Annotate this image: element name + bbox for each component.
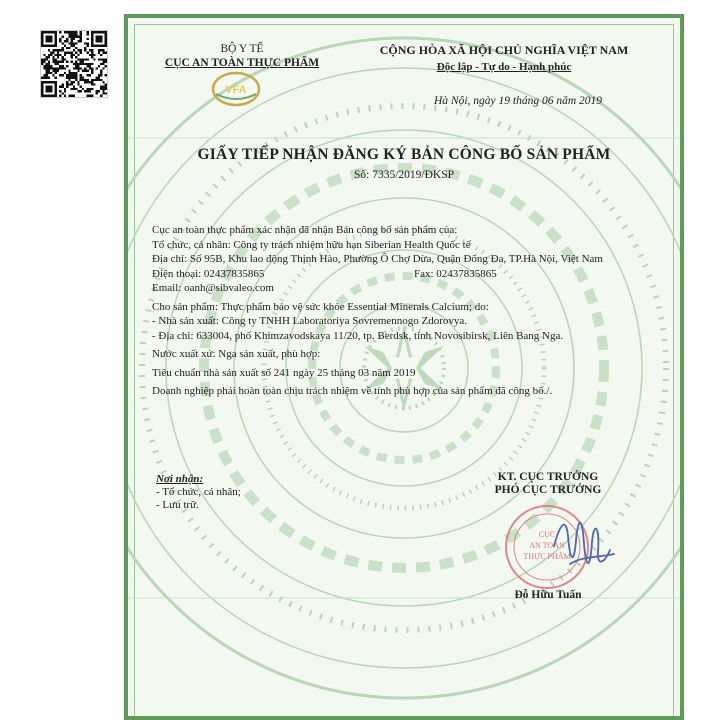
origin-text: Nước xuất xứ: Nga sản xuất, phù hợp:	[152, 348, 321, 360]
manufacturer-address-text: - Địa chỉ: 633004, phố Khimzavodskaya 11/20, tp. Berdsk, tỉnh Novosibirsk, Liên Bang Nga.	[152, 329, 564, 342]
document-title: GIẤY TIẾP NHẬN ĐĂNG KÝ BẢN CÔNG BỐ SẢN PHẨM	[197, 146, 611, 163]
issuing-agency	[142, 42, 342, 70]
logo-text: VFA	[225, 84, 247, 96]
manufacturer-text: - Nhà sản xuất: Công ty TNHH Laboratoriya Sovremennogo Zdorovya.	[152, 315, 468, 327]
ministry-name: BỘ Y TẾ	[220, 43, 264, 55]
national-motto	[344, 42, 664, 76]
responsibility-text: Doanh nghiệp phải hoàn toàn chịu trách nhiệm về tính phù hợp của sản phẩm đã công bố./.	[152, 385, 553, 397]
agency-name: CỤC AN TOÀN THỰC PHẨM	[164, 57, 320, 69]
qr-code	[40, 30, 108, 98]
republic-name: CỘNG HÒA XÃ HỘI CHỦ NGHĨA VIỆT NAM	[379, 43, 629, 57]
document-number: Số: 7335/2019/ĐKSP	[353, 169, 454, 181]
certificate-body	[152, 223, 650, 399]
svg-text:AN TOÀN: AN TOÀN	[529, 541, 565, 550]
signature-line2: PHÓ CỤC TRƯỞNG	[494, 484, 602, 496]
intro-text: Cục an toàn thực phẩm xác nhận đã nhận Bản công bố sản phẩm của:	[152, 224, 458, 236]
product-text: Cho sản phẩm: Thực phẩm bảo vệ sức khỏe Essential Minerals Calcium; do:	[152, 300, 489, 313]
recipient-item: - Tổ chức, cá nhân;	[156, 486, 241, 498]
recipients-heading: Nơi nhận:	[156, 473, 204, 485]
recipients	[156, 473, 241, 512]
standard-text: Tiêu chuẩn nhà sản xuất số 241 ngày 25 tháng 03 năm 2019	[152, 366, 416, 379]
place-date: Hà Nội, ngày 19 tháng 06 năm 2019	[433, 95, 603, 107]
address-text: Địa chỉ: Số 95B, Khu lao động Thịnh Hào, Phường Ô Chợ Dừa, Quận Đống Đa, TP.Hà Nội, Việt Nam	[152, 253, 603, 265]
phone-text: Điện thoại: 02437835865	[152, 267, 265, 280]
fax-text: Fax: 02437835865	[414, 267, 497, 280]
organization-text: Tổ chức, cá nhân: Công ty trách nhiệm hữu hạn Siberian Health Quốc tế	[152, 238, 471, 251]
signature-line1: KT. CỤC TRƯỞNG	[497, 471, 599, 483]
svg-text:CỤC: CỤC	[538, 530, 556, 539]
signature-title	[448, 471, 648, 497]
motto: Độc lập - Tự do - Hạnh phúc	[436, 61, 572, 73]
signer-name: Đỗ Hữu Tuấn	[514, 589, 582, 601]
certificate-document	[124, 14, 684, 720]
vfa-logo	[210, 70, 262, 108]
svg-text:THỰC PHẨM: THỰC PHẨM	[523, 552, 571, 561]
contact-row	[152, 267, 650, 282]
handwritten-signature	[548, 506, 620, 586]
recipient-item: - Lưu trữ.	[156, 499, 199, 511]
email-text: Email: oanh@sibvaleo.com	[152, 282, 274, 294]
